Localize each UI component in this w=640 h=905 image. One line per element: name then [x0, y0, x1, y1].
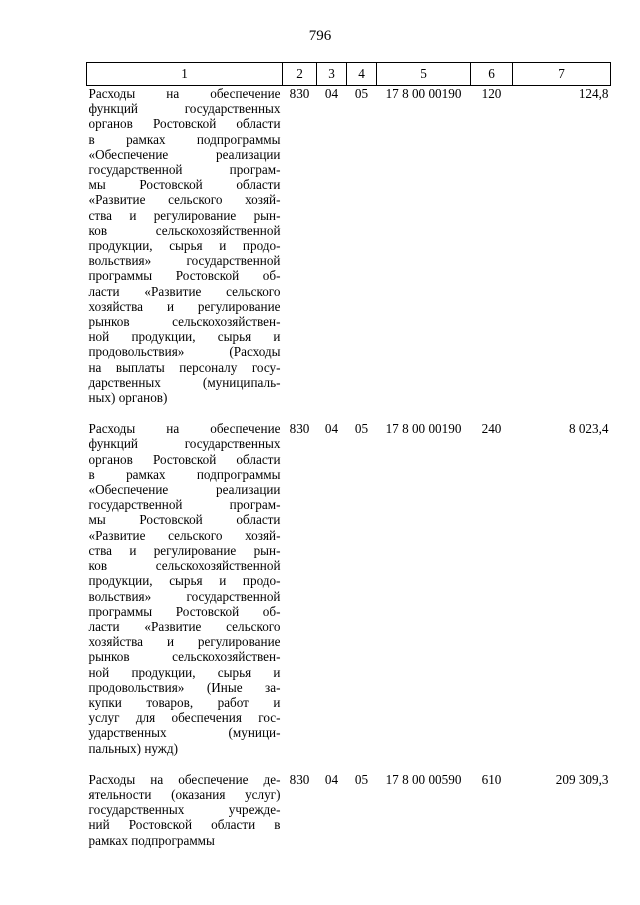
description-line: Расходы на обеспечение: [88, 421, 281, 437]
description-line: пальных) нужд): [88, 740, 179, 756]
amount: 124,8: [578, 86, 609, 101]
description-line: ятельности (оказания услуг): [88, 786, 281, 802]
expense-type-code: 610: [481, 771, 502, 787]
ministry-code: 830: [289, 421, 310, 437]
description-line: Расходы на обеспечение де-: [88, 771, 281, 787]
page-number: 796: [308, 28, 332, 44]
description-line: ласти «Развитие сельского: [88, 283, 281, 299]
column-header: 3: [317, 63, 347, 86]
description-line: функций государственных: [88, 101, 281, 117]
target-article-code: 17 8 00 00590: [385, 771, 462, 787]
ministry-code: 830: [289, 86, 310, 101]
target-article-code: 17 8 00 00190: [385, 86, 462, 101]
amount: 8 023,4: [568, 421, 609, 437]
description-line: мы Ростовской области: [88, 177, 281, 193]
column-header: 1: [87, 63, 283, 86]
table-row: [87, 772, 611, 864]
description-line: рынков сельскохозяйствен-: [88, 649, 281, 665]
budget-table: [86, 62, 611, 864]
description-line: программы Ростовской об-: [88, 268, 281, 284]
section-code: 04: [324, 421, 339, 437]
description-line: мы Ростовской области: [88, 512, 281, 528]
description-line: «Обеспечение реализации: [88, 146, 281, 162]
description-line: в рамках подпрограммы: [88, 466, 281, 482]
table-body: [87, 86, 611, 864]
table-header: [87, 63, 611, 86]
description-line: «Развитие сельского хозяй-: [88, 192, 281, 208]
description-line: программы Ростовской об-: [88, 603, 281, 619]
description-line: государственной програм-: [88, 162, 281, 178]
description-line: услуг для обеспечения гос-: [88, 710, 281, 726]
subsection-code: 05: [354, 421, 369, 437]
description-line: хозяйства и регулирование: [88, 298, 281, 314]
ministry-code: 830: [289, 771, 310, 787]
description-line: ной продукции, сырья и: [88, 329, 281, 345]
description-line: Расходы на обеспечение: [88, 86, 281, 101]
description-line: вольствия» государственной: [88, 253, 281, 269]
section-code: 04: [324, 86, 339, 101]
description-line: рамках подпрограммы: [88, 832, 215, 848]
description-line: продовольствия» (Расходы: [88, 344, 281, 360]
expense-type-code: 240: [481, 421, 502, 437]
description-line: ласти «Развитие сельского: [88, 618, 281, 634]
expense-description: [87, 86, 283, 422]
description-line: ударственных (муници-: [88, 725, 281, 741]
subsection-code: 05: [354, 771, 369, 787]
description-line: ных) органов): [88, 390, 168, 406]
table-row: [87, 86, 611, 422]
description-line: на выплаты персоналу госу-: [88, 359, 281, 375]
description-line: «Развитие сельского хозяй-: [88, 527, 281, 543]
expense-description: [87, 772, 283, 864]
description-line: вольствия» государственной: [88, 588, 281, 604]
description-line: государственной програм-: [88, 497, 281, 513]
subsection-code: 05: [354, 86, 369, 101]
description-line: в рамках подпрограммы: [88, 131, 281, 147]
column-header: 5: [377, 63, 471, 86]
description-line: ков сельскохозяйственной: [88, 222, 281, 238]
description-line: ства и регулирование рын-: [88, 542, 281, 558]
description-line: ства и регулирование рын-: [88, 207, 281, 223]
expense-description: [87, 421, 283, 771]
column-header: 6: [471, 63, 513, 86]
description-line: органов Ростовской области: [88, 451, 281, 467]
description-line: продукции, сырья и продо-: [88, 573, 281, 589]
description-line: функций государственных: [88, 436, 281, 452]
description-line: продовольствия» (Иные за-: [88, 679, 281, 695]
column-header: 4: [347, 63, 377, 86]
description-line: дарственных (муниципаль-: [88, 374, 281, 390]
description-line: ной продукции, сырья и: [88, 664, 281, 680]
description-line: ков сельскохозяйственной: [88, 558, 281, 574]
description-line: ний Ростовской области в: [88, 817, 281, 833]
amount: 209 309,3: [555, 771, 609, 787]
description-line: продукции, сырья и продо-: [88, 238, 281, 254]
target-article-code: 17 8 00 00190: [385, 421, 462, 437]
expense-type-code: 120: [481, 86, 502, 101]
table-row: [87, 421, 611, 771]
description-line: купки товаров, работ и: [88, 694, 281, 710]
description-line: хозяйства и регулирование: [88, 634, 281, 650]
description-line: органов Ростовской области: [88, 116, 281, 132]
column-header: 7: [513, 63, 611, 86]
description-line: государственных учрежде-: [88, 802, 281, 818]
column-header: 2: [283, 63, 317, 86]
section-code: 04: [324, 771, 339, 787]
description-line: рынков сельскохозяйствен-: [88, 314, 281, 330]
description-line: «Обеспечение реализации: [88, 482, 281, 498]
